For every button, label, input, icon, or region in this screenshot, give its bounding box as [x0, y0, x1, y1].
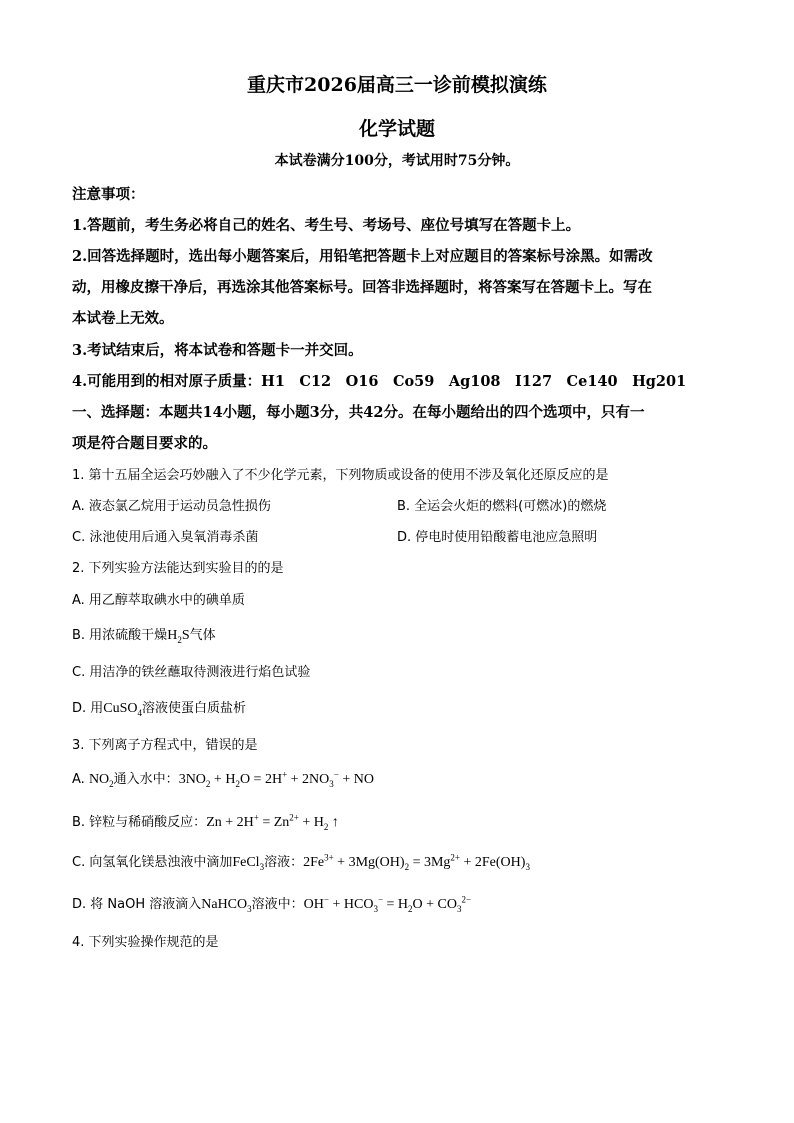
q1-option-d: D. 停电时使用铅酸蓄电池应急照明 — [397, 530, 598, 545]
q1-option-c: C. 泳池使用后通入臭氧消毒杀菌 — [72, 530, 259, 545]
subject-title: 化学试题 — [358, 118, 435, 140]
q1-stem: 1. 第十五届全运会巧妙融入了不少化学元素，下列物质或设备的使用不涉及氧化还原反应的是 — [72, 468, 609, 483]
note-2-line-1: 2.回答选择题时，选出每小题答案后，用铅笔把答题卡上对应题目的答案标号涂黑。如需改 — [72, 248, 653, 265]
section-heading-line-1: 一、选择题：本题共14小题，每小题3分，共42分。在每小题给出的四个选项中，只有一 — [72, 404, 645, 421]
q2-option-d: D. 用CuSO$_4$溶液使蛋白质盐析 — [72, 701, 247, 718]
note-3: 3.考试结束后，将本试卷和答题卡一并交回。 — [72, 342, 363, 359]
note-2-line-3: 本试卷上无效。 — [72, 310, 174, 327]
q3-option-b: B. 锌粒与稀硝酸反应：$Zn + 2H^+ = Zn^{2+} + H_2$ ↑ — [72, 812, 339, 832]
q2-option-b: B. 用浓硫酸干燥$H_2S$气体 — [72, 628, 216, 645]
q3-option-c: C. 向氢氧化镁悬浊液中滴加FeCl$_3$溶液：$2Fe^{3+} + 3Mg(OH)_2 = 3Mg^{2+} + 2Fe(OH)_3$ — [72, 852, 530, 872]
q1-option-a: A. 液态氯乙烷用于运动员急性损伤 — [72, 499, 271, 514]
note-1: 1.答题前，考生务必将自己的姓名、考生号、考场号、座位号填写在答题卡上。 — [72, 217, 581, 234]
q2-option-a: A. 用乙醇萃取碘水中的碘单质 — [72, 593, 245, 608]
exam-info: 本试卷满分100分，考试用时75分钟。 — [274, 153, 520, 169]
note-2-line-2: 动，用橡皮擦干净后，再选涂其他答案标号。回答非选择题时，将答案写在答题卡上。写在 — [72, 279, 652, 296]
exam-title: 重庆市2026届高三一诊前模拟演练 — [247, 74, 547, 96]
section-heading-line-2: 项是符合题目要求的。 — [72, 435, 217, 452]
q1-option-b: B. 全运会火炬的燃料(可燃冰)的燃烧 — [397, 499, 607, 514]
q3-option-d: D. 将 NaOH 溶液滴入NaHCO$_3$溶液中：$OH^- + HCO_3^- = H_2O + CO_3^{2-}$ — [72, 894, 472, 914]
q2-option-c: C. 用洁净的铁丝蘸取待测液进行焰色试验 — [72, 665, 311, 680]
q4-stem: 4. 下列实验操作规范的是 — [72, 935, 219, 950]
q3-option-a: A. $NO_2$通入水中：$3NO_2 + H_2O = 2H^+ + 2NO_3^-$ + NO — [72, 769, 374, 789]
notes-heading: 注意事项： — [72, 186, 145, 203]
note-4: 4.可能用到的相对原子质量：H1 C12 O16 Co59 Ag108 I127 Ce140 Hg201 — [72, 373, 687, 390]
q3-stem: 3. 下列离子方程式中，错误的是 — [72, 738, 258, 753]
q2-stem: 2. 下列实验方法能达到实验目的的是 — [72, 561, 284, 576]
